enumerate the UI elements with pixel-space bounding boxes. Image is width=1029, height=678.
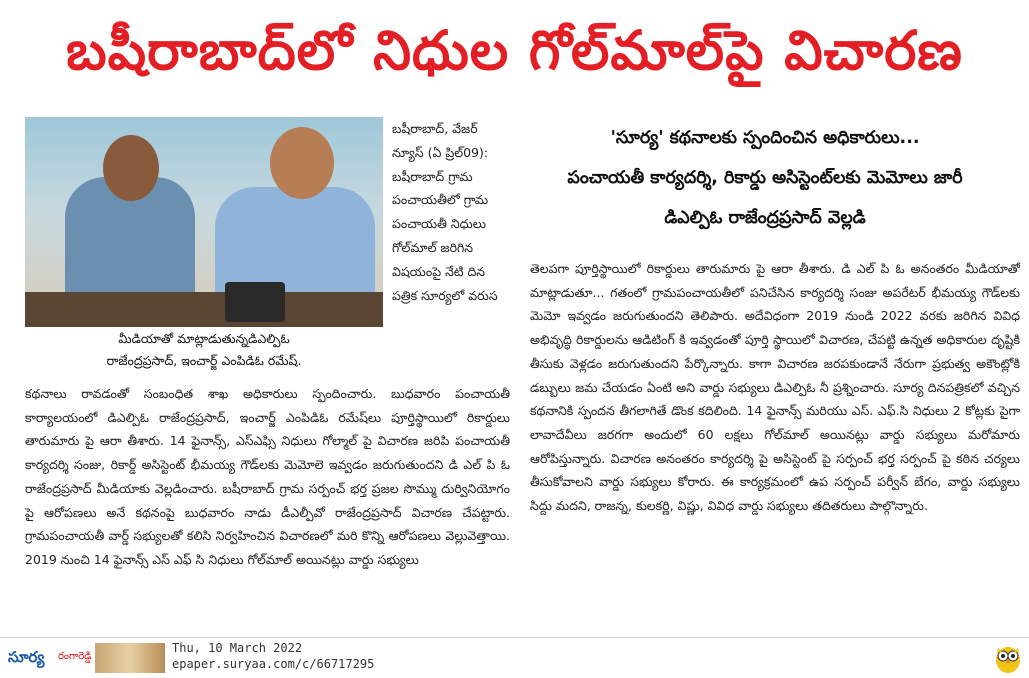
headline: బషీరాబాద్‌లో నిధుల గోల్‌మాల్‌పై విచారణ bbox=[66, 18, 963, 82]
epaper-url[interactable]: epaper.suryaa.com/c/66717295 bbox=[172, 657, 375, 671]
photo-desk bbox=[25, 292, 383, 327]
caption-line-1: మీడియాతో మాట్లాడుతున్నడిఎల్పిఓ bbox=[118, 331, 290, 346]
subheading-3: డిఎల్పిఓ రాజేంద్రప్రసాద్ వెల్లడి bbox=[664, 208, 866, 228]
subheadings bbox=[530, 118, 1000, 238]
photo-head-right bbox=[270, 127, 334, 199]
article-body-right: తెలపగా పూర్తిస్థాయిలో రికార్డులు తారుమారు పై ఆరా తీశారు. డి ఎల్ పి ఓ అనంతరం మీడియాతో మాట్లాడుతూ... గతంలో గ్రామపంచాయతీలో పనిచేసిన కార్యదర్శి సంజు అపరేటర్ భీమయ్య గౌడ్‌లకు మెమో ఇవ్వడం జరుగుతుందని తెలిపారు. అదేవిధంగా 2019 నుండి 2022 వరకు జరిగిన వివిధ అభివృద్ధి రికార్డులను ఆడిటింగ్ కి ఇవ్వడంతో పూర్తి స్థాయిలో విచారణ, చేపట్టి ఉన్నత అధికారుల దృష్టికి తీసుకు వెళ్లడం జరుగుతుందని పేర్కొన్నారు. కాగా విచారణ జరపకుండానే నేరుగా ప్రభుత్వ అకౌంట్లోకి డబ్బులు జమ చేయడం ఏంటి అని వార్డు సభ్యులు డిఎల్పిఓ నీ ప్రశ్నించారు. సూర్య దినపత్రికలో వచ్చిన కథనానికి స్పందన తీగలాగితే డొంక కదిలింది. 14 ఫైనాన్స్ మరియు ఎస్. ఎఫ్.సి నిధులు 2 కోట్లకు పైగా లావాదేవీలు జరగగా అందులో 60 లక్షలు గోల్‌మాల్ అయినట్లు వార్డు సభ్యులు మరోమారు ఆరోపిస్తున్నారు. విచారణ అనంతరం కార్యదర్శి పై అసిస్టెంట్ పై సర్పంచ్ భర్త సర్పంచ్ పై కఠిన చర్యలు తీసుకోవాలని వార్డు సభ్యులు కోరారు. ఈ కార్యక్రమంలో ఉప సర్పంచ్ పర్వీన్ బేగం, వార్డు సభ్యులు సిద్దు మదని, రాజన్న, కులకర్ణి, విష్ణు, వివిధ వార్డు సభ్యులు తదితరులు పాల్గొన్నారు. bbox=[530, 261, 1020, 514]
edition-label: రంగారెడ్డి bbox=[58, 651, 92, 662]
subheading-2: పంచాయతీ కార్యదర్శి, రికార్డు అసిస్టెంట్‌లకు మెమోలు జారీ bbox=[567, 168, 963, 188]
subheading-1: 'సూర్య' కథనాలకు స్పందించిన అధికారులు... bbox=[610, 128, 920, 148]
photo-caption bbox=[25, 328, 383, 376]
masthead-thumbnail bbox=[95, 643, 165, 673]
caption-line-2: రాజేంద్రప్రసాద్, ఇంచార్జ్ ఎంపిడిఓ రమేష్. bbox=[106, 353, 302, 368]
owl-icon bbox=[994, 642, 1022, 674]
photo-head-left bbox=[103, 135, 159, 201]
article-body-left: కథనాలు రావడంతో సంబంధిత శాఖ అధికారులు స్పందించారు. బుధవారం పంచాయతీ కార్యాలయంలో డిఎల్పిఓ రాజేంద్రప్రసాద్, ఇంచార్జ్ ఎంపిడిఓ రమేష్‌లు పూర్తిస్థాయిలో రికార్డులు తారుమారు పై ఆరా తీశారు. 14 ఫైనాన్స్, ఎస్ఎఫ్సి నిధులు గోల్మాల్ పై విచారణ జరిపి పంచాయతీ కార్యదర్శి సంజు, రికార్డ్ అసిస్టెంట్ భీమయ్య గౌడ్‌లకు మెమోలె ఇవ్వడం జరుగుతుందని డి ఎల్ పి ఓ రాజేంద్రప్రసాద్ మీడియాకు వెల్లడించారు. బషీరాబాద్ గ్రామ సర్పంచ్ భర్త ప్రజల సొమ్ము దుర్వినియోగం పై ఆరోపణలు అనే కథనంపై బుధవారం నాడు డీఎల్పీవో రాజేంద్రప్రసాద్ విచారణ చేపట్టారు. గ్రామపంచాయతీ వార్డ్ సభ్యులతో కలిసి నిర్వహించిన విచారణలో మరి కొన్ని ఆరోపణలు వెల్లువెత్తాయి. 2019 నుంచి 14 ఫైనాన్స్ ఎస్ ఎఫ్ సి నిధులు గోల్‌మాల్ అయినట్లు వార్డు సభ్యులు bbox=[25, 386, 510, 567]
photo-microphone bbox=[225, 282, 285, 322]
article-intro: బషీరాబాద్, వేజర్ న్యూస్ (ఏ ప్రిల్09): బషీరాబాద్ గ్రామ పంచాయతీలో గ్రామ పంచాయతీ నిధులు గోల్‌మాల్ జరిగిన విషయంపై నేటి దిన పత్రిక సూర్యలో వరుస bbox=[392, 121, 498, 303]
suryaa-logo[interactable]: సూర్య bbox=[8, 648, 45, 666]
news-photo bbox=[25, 117, 383, 327]
publication-date: Thu, 10 March 2022 bbox=[172, 641, 303, 655]
